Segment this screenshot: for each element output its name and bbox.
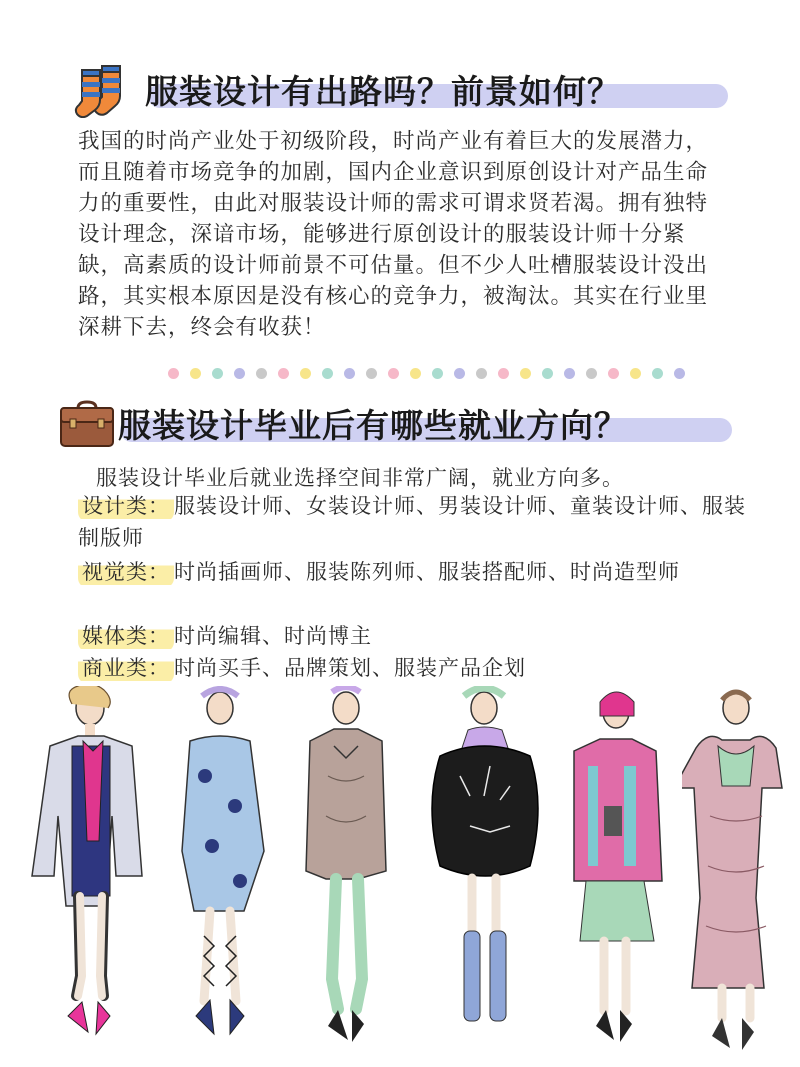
category-business: [78, 652, 758, 684]
category-label: 视觉类：: [78, 556, 174, 588]
fashion-figure-2: [160, 686, 280, 1061]
category-text: 服装设计师、女装设计师、男装设计师、童装设计师、服装制版师: [78, 494, 746, 550]
briefcase-icon: [58, 400, 116, 448]
divider-dot: [212, 368, 223, 379]
category-text: 时尚插画师、服装陈列师、服装搭配师、时尚造型师: [174, 560, 680, 584]
section-title: 服装设计毕业后有哪些就业方向？: [118, 406, 628, 445]
category-text: 时尚买手、品牌策划、服装产品企划: [174, 656, 526, 680]
divider-dot: [410, 368, 421, 379]
fashion-figure-4: [420, 686, 550, 1061]
socks-icon: [72, 62, 132, 118]
fashion-figure-3: [292, 686, 402, 1061]
divider-dot: [432, 368, 443, 379]
divider-dot: [256, 368, 267, 379]
section-heading-prospects: [0, 60, 800, 120]
careers-intro: 服装设计毕业后就业选择空间非常广阔，就业方向多。: [96, 466, 624, 490]
fashion-figure-6: [682, 686, 792, 1061]
divider-dot: [498, 368, 509, 379]
divider-dot: [608, 368, 619, 379]
divider-dot: [454, 368, 465, 379]
category-label: 商业类：: [78, 652, 174, 684]
divider-dot: [586, 368, 597, 379]
divider-dot: [476, 368, 487, 379]
section-heading-careers: [0, 396, 800, 456]
divider-dot: [168, 368, 179, 379]
divider-dot: [278, 368, 289, 379]
divider-dot: [542, 368, 553, 379]
category-text: 时尚编辑、时尚博主: [174, 624, 372, 648]
divider-dot: [322, 368, 333, 379]
category-visual: [78, 556, 758, 588]
divider-dot: [388, 368, 399, 379]
divider-dot: [630, 368, 641, 379]
category-label: 媒体类：: [78, 620, 174, 652]
prospects-paragraph: 我国的时尚产业处于初级阶段，时尚产业有着巨大的发展潜力，而且随着市场竞争的加剧，国内企业意识到原创设计对产品生命力的重要性，由此对服装设计师的需求可谓求贤若渴。拥有独特设计理念，深谙市场，能够进行原创设计的服装设计师十分紧缺，高素质的设计师前景不可估量。但不少人吐槽服装设计没出路，其实根本原因是没有核心的竞争力，被淘汰。其实在行业里深耕下去，终会有收获！: [78, 129, 709, 340]
divider-dot: [564, 368, 575, 379]
divider-dot: [520, 368, 531, 379]
divider-dot: [190, 368, 201, 379]
divider-dot: [366, 368, 377, 379]
section-title: 服装设计有出路吗？前景如何？: [145, 72, 621, 111]
divider-dot: [344, 368, 355, 379]
fashion-figure-5: [560, 686, 670, 1061]
category-media: [78, 620, 758, 652]
category-label: 设计类：: [78, 490, 174, 522]
fashion-figure-1: [28, 686, 148, 1061]
divider-dot: [652, 368, 663, 379]
dot-divider: [168, 368, 708, 382]
divider-dot: [234, 368, 245, 379]
divider-dot: [300, 368, 311, 379]
fashion-figures-illustration: [20, 686, 790, 1061]
divider-dot: [674, 368, 685, 379]
category-design: [78, 490, 758, 554]
